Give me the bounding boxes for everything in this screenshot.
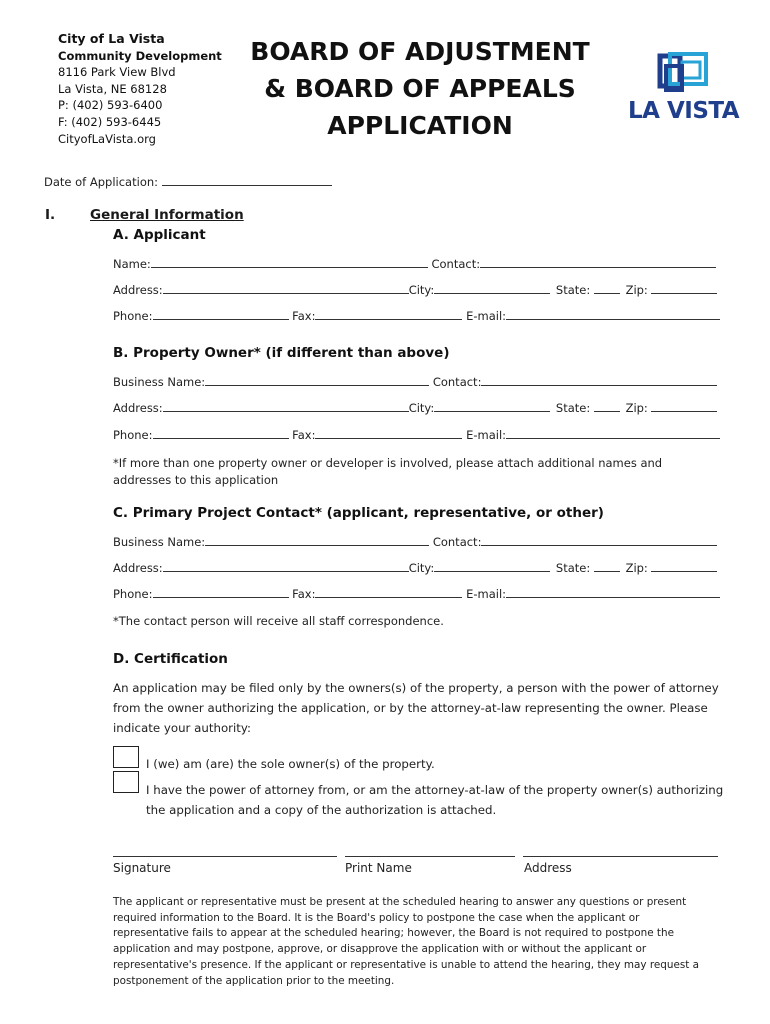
owner-contact-field[interactable] — [481, 374, 717, 386]
contact-label: Contact: — [431, 257, 481, 271]
section-c-title: C. Primary Project Contact* (applicant, representative, or other) — [113, 505, 604, 521]
contact-note: *The contact person will receive all staff correspondence. — [113, 614, 444, 628]
notice-line2: required information to the Board. It is the Board's policy to postpone the case when the applicant or — [113, 911, 640, 924]
notice-line6: postponement of the application prior to the meeting. — [113, 974, 395, 987]
contact-phone-row — [113, 586, 720, 601]
notice-line4: application and may postpone, approve, or disapprove the application with or without the applicant or — [113, 943, 647, 956]
email-label: E-mail: — [466, 309, 507, 323]
org-phone: P: (402) 593-6400 — [58, 98, 163, 113]
owner-zip-field[interactable] — [651, 400, 717, 412]
signature-label: Signature — [113, 861, 171, 875]
fax-label: Fax: — [292, 309, 316, 323]
contact-address-row — [113, 560, 717, 575]
notice-line5: representative's presence. If the applicant or representative is unable to attend the hearing, they may request a — [113, 958, 700, 971]
la-vista-logo — [626, 52, 746, 130]
name-label: Name: — [113, 257, 151, 271]
section-1-title: General Information — [90, 207, 244, 223]
section-d-title: D. Certification — [113, 651, 228, 667]
applicant-name-row — [113, 256, 716, 271]
owner-state-field[interactable] — [594, 400, 620, 412]
contact-city-field[interactable] — [434, 560, 550, 572]
owner-business-name-field[interactable] — [205, 374, 429, 386]
org-name: City of La Vista — [58, 31, 165, 46]
applicant-address-field[interactable] — [163, 282, 409, 294]
contact-label: Contact: — [432, 535, 482, 549]
owner-note-line1: *If more than one property owner or developer is involved, please attach additional names and — [113, 456, 663, 470]
phone-label: Phone: — [113, 587, 153, 601]
date-of-application[interactable] — [44, 174, 332, 189]
dept-name: Community Development — [58, 48, 222, 63]
city-label: City: — [408, 401, 435, 415]
applicant-address-row — [113, 282, 717, 297]
cert-para-line2: from the owner authorizing the application, or by the attorney-at-law representing the owner. Please — [113, 701, 708, 715]
logo-wordmark: LA VISTA — [628, 98, 740, 124]
address-label: Address: — [113, 401, 163, 415]
org-contact-block — [58, 31, 222, 147]
org-address-line1: 8116 Park View Blvd — [58, 65, 176, 80]
hearing-notice — [113, 895, 753, 989]
option-sole-owner: I (we) am (are) the sole owner(s) of the property. — [146, 757, 435, 771]
title-line3: APPLICATION — [327, 111, 513, 140]
cert-para-line3: indicate your authority: — [113, 721, 252, 735]
address-label: Address: — [113, 561, 163, 575]
applicant-email-field[interactable] — [506, 308, 720, 320]
owner-business-row — [113, 374, 717, 389]
contact-fax-field[interactable] — [315, 586, 462, 598]
business-name-label: Business Name: — [113, 535, 206, 549]
applicant-phone-row — [113, 308, 720, 323]
zip-label: Zip: — [625, 561, 648, 575]
contact-zip-field[interactable] — [651, 560, 717, 572]
applicant-state-field[interactable] — [594, 282, 620, 294]
owner-address-field[interactable] — [163, 400, 409, 412]
org-website: CityofLaVista.org — [58, 131, 156, 146]
print-name-label: Print Name — [345, 861, 412, 875]
owner-note-line2: addresses to this application — [113, 472, 279, 487]
power-of-attorney-checkbox[interactable] — [113, 771, 139, 793]
contact-label: Contact: — [432, 375, 482, 389]
contact-phone-field[interactable] — [153, 586, 289, 598]
owner-fax-field[interactable] — [315, 427, 462, 439]
city-label: City: — [408, 283, 435, 297]
email-label: E-mail: — [466, 587, 507, 601]
print-name-line[interactable] — [345, 856, 515, 857]
business-name-label: Business Name: — [113, 375, 206, 389]
applicant-contact-field[interactable] — [480, 256, 716, 268]
owner-city-field[interactable] — [434, 400, 550, 412]
org-fax: F: (402) 593-6445 — [58, 114, 162, 129]
zip-label: Zip: — [625, 401, 648, 415]
applicant-name-field[interactable] — [151, 256, 428, 268]
state-label: State: — [555, 283, 591, 297]
notice-line3: representative fails to appear at the scheduled hearing; however, the Board is not required to postpone the — [113, 927, 674, 940]
notice-line1: The applicant or representative must be present at the scheduled hearing to answer any questions or present — [113, 896, 687, 908]
date-field[interactable] — [162, 174, 332, 186]
owner-phone-row — [113, 427, 720, 442]
owner-phone-field[interactable] — [153, 427, 289, 439]
section-a-title: A. Applicant — [113, 227, 206, 243]
contact-email-field[interactable] — [506, 586, 720, 598]
email-label: E-mail: — [466, 428, 507, 442]
applicant-fax-field[interactable] — [315, 308, 462, 320]
state-label: State: — [555, 561, 591, 575]
title-line2: & BOARD OF APPEALS — [264, 74, 576, 103]
poa-line2: the application and a copy of the authorization is attached. — [146, 803, 497, 817]
address-sig-label: Address — [524, 861, 572, 875]
owner-address-row — [113, 400, 717, 415]
applicant-phone-field[interactable] — [153, 308, 289, 320]
section-b-title: B. Property Owner* (if different than above) — [113, 345, 450, 361]
contact-address-field[interactable] — [163, 560, 409, 572]
phone-label: Phone: — [113, 428, 153, 442]
city-label: City: — [408, 561, 435, 575]
poa-line1: I have the power of attorney from, or am the attorney-at-law of the property owner(s) authorizing — [146, 783, 724, 797]
form-title — [230, 33, 610, 144]
cert-para-line1: An application may be filed only by the owners(s) of the property, a person with the power of attorney — [113, 681, 719, 695]
phone-label: Phone: — [113, 309, 153, 323]
contact-state-field[interactable] — [594, 560, 620, 572]
owner-note — [113, 455, 662, 488]
option-power-of-attorney — [146, 780, 723, 820]
contact-business-row — [113, 534, 717, 549]
owner-email-field[interactable] — [506, 427, 720, 439]
contact-business-name-field[interactable] — [205, 534, 429, 546]
applicant-zip-field[interactable] — [651, 282, 717, 294]
fax-label: Fax: — [292, 428, 316, 442]
zip-label: Zip: — [625, 283, 648, 297]
org-address-line2: La Vista, NE 68128 — [58, 81, 167, 96]
section-1-numeral: I. — [45, 207, 56, 223]
contact-contact-field[interactable] — [481, 534, 717, 546]
date-label: Date of Application: — [44, 175, 159, 189]
address-label: Address: — [113, 283, 163, 297]
certification-paragraph — [113, 678, 733, 738]
signature-line[interactable] — [113, 856, 337, 857]
applicant-city-field[interactable] — [434, 282, 550, 294]
address-line[interactable] — [523, 856, 718, 857]
state-label: State: — [555, 401, 591, 415]
sole-owner-checkbox[interactable] — [113, 746, 139, 768]
fax-label: Fax: — [292, 587, 316, 601]
title-line1: BOARD OF ADJUSTMENT — [250, 37, 590, 66]
